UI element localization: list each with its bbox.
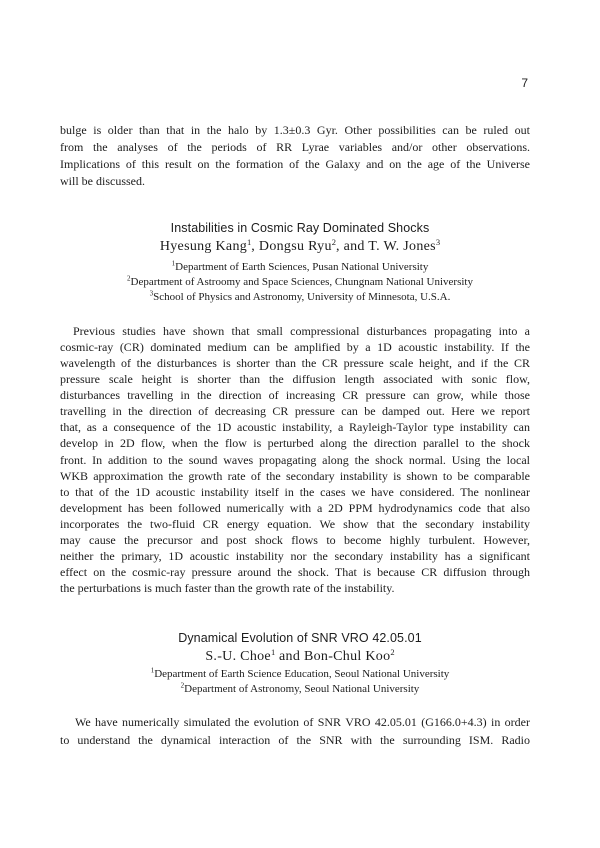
author-separator: , and — [336, 239, 365, 254]
affiliation-text: Department of Earth Sciences, Pusan National University — [175, 261, 429, 273]
author-affiliation-mark: 1 — [247, 236, 252, 247]
text-line: travelling in the direction of decreasing CR pressure can be damped out. Here we report — [60, 404, 530, 419]
author-affiliation-mark: 1 — [270, 646, 276, 657]
abstract-body — [60, 323, 530, 596]
affiliation-mark: 1 — [150, 666, 155, 675]
text-line: pressure scale height is shorter than the diffusion length associated with sonic flow, — [60, 372, 530, 387]
text-line: may cause the precursor and post shock flows to become highly turbulent. However, — [60, 532, 530, 547]
text-line: WKB approximation the growth rate of the secondary instability is shown to be comparable — [60, 468, 530, 483]
affiliation-line — [0, 275, 600, 290]
abstract-body — [60, 714, 530, 749]
text-line: will be discussed. — [60, 174, 145, 188]
text-line: incorporates the two-fluid CR energy equation. We show that the secondary instability — [60, 516, 530, 531]
affiliation-text: School of Physics and Astronomy, University of Minnesota, U.S.A. — [153, 291, 451, 303]
text-line: We have numerically simulated the evolution of SNR VRO 42.05.01 (G166.0+4.3) in order — [75, 715, 530, 729]
author-affiliation-mark: 3 — [435, 236, 441, 247]
text-line: Implications of this result on the formation of the Galaxy and on the age of the Universe — [60, 157, 530, 171]
text-line: front. In addition to the sound waves propagating along the shock normal. Using the local — [60, 452, 530, 467]
author-name: Dongsu Ryu — [258, 239, 332, 254]
affiliation-line — [0, 260, 600, 275]
affiliation-line — [0, 290, 600, 305]
affiliation-list — [0, 667, 600, 697]
author-affiliation-mark: 2 — [331, 236, 337, 247]
affiliation-mark: 2 — [180, 681, 185, 690]
text-line: wavelength of the disturbances is shorter than the CR pressure scale height, and if the CR — [60, 356, 530, 371]
text-line: development has been followed numerically with a 2D PPM hydrodynamics code that also — [60, 500, 530, 515]
text-line: disturbances travelling in the direction of increasing CR pressure can grow, while those — [60, 388, 530, 403]
affiliation-mark: 2 — [127, 274, 131, 283]
affiliation-mark: 1 — [171, 259, 176, 268]
continued-paragraph — [60, 122, 530, 190]
text-line: effect on the cosmic-ray pressure around the shock. That is because CR diffusion through — [60, 564, 530, 579]
text-line: that, as a consequence of the 1D acoustic instability, a Rayleigh-Taylor type instability can — [60, 420, 530, 435]
affiliation-line — [0, 682, 600, 697]
text-line: bulge is older than that in the halo by 1.3±0.3 Gyr. Other possibilities can be ruled out — [60, 123, 530, 137]
text-line: develop in 2D flow, when the flow is perturbed along the direction parallel to the shock — [60, 436, 530, 451]
text-line: to understand the dynamical interaction of the SNR with the surrounding ISM. Radio — [60, 732, 530, 747]
author-name: Hyesung Kang — [159, 239, 248, 254]
author-name: S.-U. Choe — [205, 649, 271, 664]
abstract-title: Instabilities in Cosmic Ray Dominated Shocks — [170, 221, 430, 235]
text-line: neither the primary, 1D acoustic instability nor the secondary instability has a significant — [60, 548, 530, 563]
author-separator: and — [279, 649, 301, 664]
affiliation-text: Department of Astronomy, Seoul National University — [184, 683, 420, 695]
text-line: Previous studies have shown that small compressional disturbances propagating into a — [73, 324, 530, 338]
affiliation-line — [0, 667, 600, 682]
author-affiliation-mark: 2 — [390, 646, 395, 657]
text-line: to that of the 1D acoustic instability itself in the cases we have considered. The nonlinear — [60, 484, 530, 499]
author-list — [0, 238, 600, 256]
author-list — [0, 648, 600, 666]
affiliation-text: Department of Earth Science Education, Seoul National University — [154, 668, 450, 680]
page-number: 7 — [521, 76, 528, 90]
text-line: cosmic-ray (CR) dominated medium can be amplified by a 1D acoustic instability. If the — [60, 340, 530, 355]
affiliation-text: Department of Astroomy and Space Sciences, Chungnam National University — [130, 276, 473, 288]
affiliation-list — [0, 260, 600, 305]
abstract-title: Dynamical Evolution of SNR VRO 42.05.01 — [178, 631, 422, 645]
affiliation-mark: 3 — [149, 289, 154, 298]
text-line: the perturbations is much faster than the growth rate of the instability. — [60, 581, 395, 595]
author-separator: , — [251, 239, 256, 254]
author-name: T. W. Jones — [368, 239, 436, 254]
author-name: Bon-Chul Koo — [303, 649, 391, 664]
text-line: from the analyses of the periods of RR Lyrae variables and/or other observations. — [60, 140, 530, 154]
